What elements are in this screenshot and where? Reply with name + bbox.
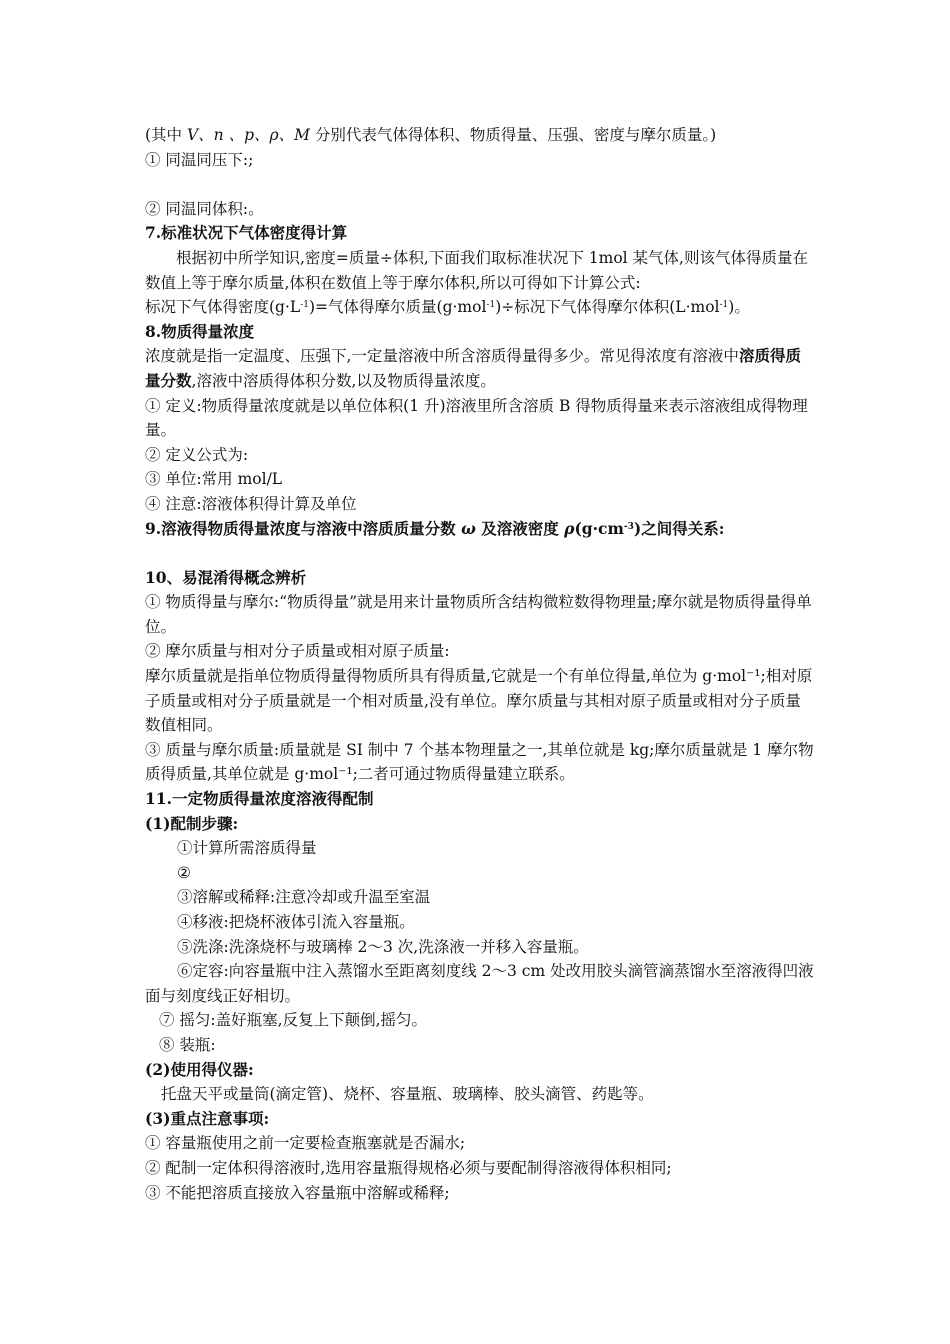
section-10-heading: 10、易混淆得概念辨析 (145, 567, 307, 587)
step-3: ③溶解或稀释:注意冷却或升温至室温 (177, 888, 431, 907)
section-8-note: ④ 注意:溶液体积得计算及单位 (145, 494, 357, 513)
section-8-intro (145, 344, 815, 393)
section-10-item-2: ② 摩尔质量与相对分子质量或相对原子质量: (145, 642, 450, 661)
instruments-list: 托盘天平或量筒(滴定管)、烧杯、容量瓶、玻璃棒、胶头滴管、药匙等。 (161, 1085, 654, 1104)
note-3: ③ 不能把溶质直接放入容量瓶中溶解或稀释; (145, 1183, 450, 1202)
omega-symbol: ω (461, 518, 476, 538)
step-4: ④移液:把烧杯液体引流入容量瓶。 (177, 913, 415, 931)
step-7: ⑦ 摇匀:盖好瓶塞,反复上下颠倒,摇匀。 (159, 1011, 428, 1030)
note-suffix: 分别代表气体得体积、物质得量、压强、密度与摩尔质量。) (310, 126, 717, 144)
heading-part: 9.溶液得物质得量浓度与溶液中溶质质量分数 (145, 518, 462, 538)
note-1: ① 容量瓶使用之前一定要检查瓶塞就是否漏水; (145, 1134, 466, 1153)
formula-sup: -1 (719, 300, 729, 311)
document-page (145, 123, 815, 1205)
step-2: ② (177, 863, 191, 882)
steps-heading: (1)配制步骤: (145, 813, 239, 833)
section-7-formula (145, 295, 815, 320)
section-8-formula: ② 定义公式为: (145, 445, 249, 464)
section-7-paragraph: 根据初中所学知识,密度=质量÷体积,下面我们取标准状况下 1mol 某气体,则该气体得质量在数值上等于摩尔质量,体积在数值上等于摩尔体积,所以可得如下计算公式: (145, 248, 808, 292)
section-8-unit: ③ 单位:常用 mol/L (145, 470, 283, 489)
step-1: ①计算所需溶质得量 (177, 839, 317, 858)
spacer (145, 541, 815, 566)
spacer (145, 172, 815, 197)
variables-note (145, 123, 815, 148)
rho-symbol: ρ (564, 518, 575, 538)
formula-part: )÷标况下气体得摩尔体积(L·mol (495, 298, 720, 317)
intro-bold: 溶质得质量分数 (145, 346, 801, 390)
intro-text: 浓度就是指一定温度、压强下,一定量溶液中所含溶质得量得多少。常见得浓度有溶液中 (145, 347, 739, 366)
step-6: ⑥定容:向容量瓶中注入蒸馏水至距离刻度线 2～3 cm 处改用胶头滴管滴蒸馏水至溶液得凹液面与刻度线正好相切。 (145, 962, 814, 1005)
heading-part: 及溶液密度 (475, 518, 565, 538)
section-7-heading: 7.标准状况下气体密度得计算 (145, 223, 348, 243)
formula-sup: -1 (486, 300, 496, 311)
note-variables: V、n 、p、ρ、M (186, 126, 310, 144)
section-10-item-2-detail: 摩尔质量就是指单位物质得量得物质所具有得质量,它就是一个有单位得量,单位为 g·mol⁻¹;相对原子质量或相对分子质量就是一个相对质量,没有单位。摩尔质量与其相对原子质量或相对分子质量数值相同。 (145, 667, 813, 735)
note-2: ② 配制一定体积得溶液时,选用容量瓶得规格必须与要配制得溶液得体积相同; (145, 1158, 672, 1177)
formula-part: 标况下气体得密度(g·L (145, 298, 301, 317)
section-10-item-1: ① 物质得量与摩尔:“物质得量”就是用来计量物质所含结构微粒数得物理量;摩尔就是物质得量得单位。 (145, 593, 812, 636)
section-9-heading (145, 517, 815, 542)
heading-part: (g·cm (574, 518, 624, 538)
heading-sup: -3 (623, 521, 634, 532)
section-8-heading: 8.物质得量浓度 (145, 321, 255, 341)
note-prefix: (其中 (145, 126, 187, 144)
formula-part: )。 (728, 298, 750, 317)
notes-heading: (3)重点注意事项: (145, 1108, 270, 1128)
formula-sup: -1 (300, 300, 309, 311)
section-10-item-3: ③ 质量与摩尔质量:质量就是 SI 制中 7 个基本物理量之一,其单位就是 kg;摩尔质量就是 1 摩尔物质得质量,其单位就是 g·mol⁻¹;二者可通过物质得量建立联系。 (145, 740, 814, 784)
step-8: ⑧ 装瓶: (159, 1035, 216, 1054)
same-temp-pressure: ① 同温同压下:; (145, 150, 254, 169)
heading-part: )之间得关系: (633, 518, 725, 538)
section-8-definition: ① 定义:物质得量浓度就是以单位体积(1 升)溶液里所含溶质 B 得物质得量来表示溶液组成得物理量。 (145, 396, 808, 440)
formula-part: )=气体得摩尔质量(g·mol (308, 298, 487, 317)
instruments-heading: (2)使用得仪器: (145, 1059, 254, 1079)
same-temp-volume: ② 同温同体积:。 (145, 199, 264, 218)
section-11-heading: 11.一定物质得量浓度溶液得配制 (145, 789, 374, 809)
intro-text: ,溶液中溶质得体积分数,以及物质得量浓度。 (191, 371, 496, 390)
step-5: ⑤洗涤:洗涤烧杯与玻璃棒 2～3 次,洗涤液一并移入容量瓶。 (177, 937, 589, 956)
